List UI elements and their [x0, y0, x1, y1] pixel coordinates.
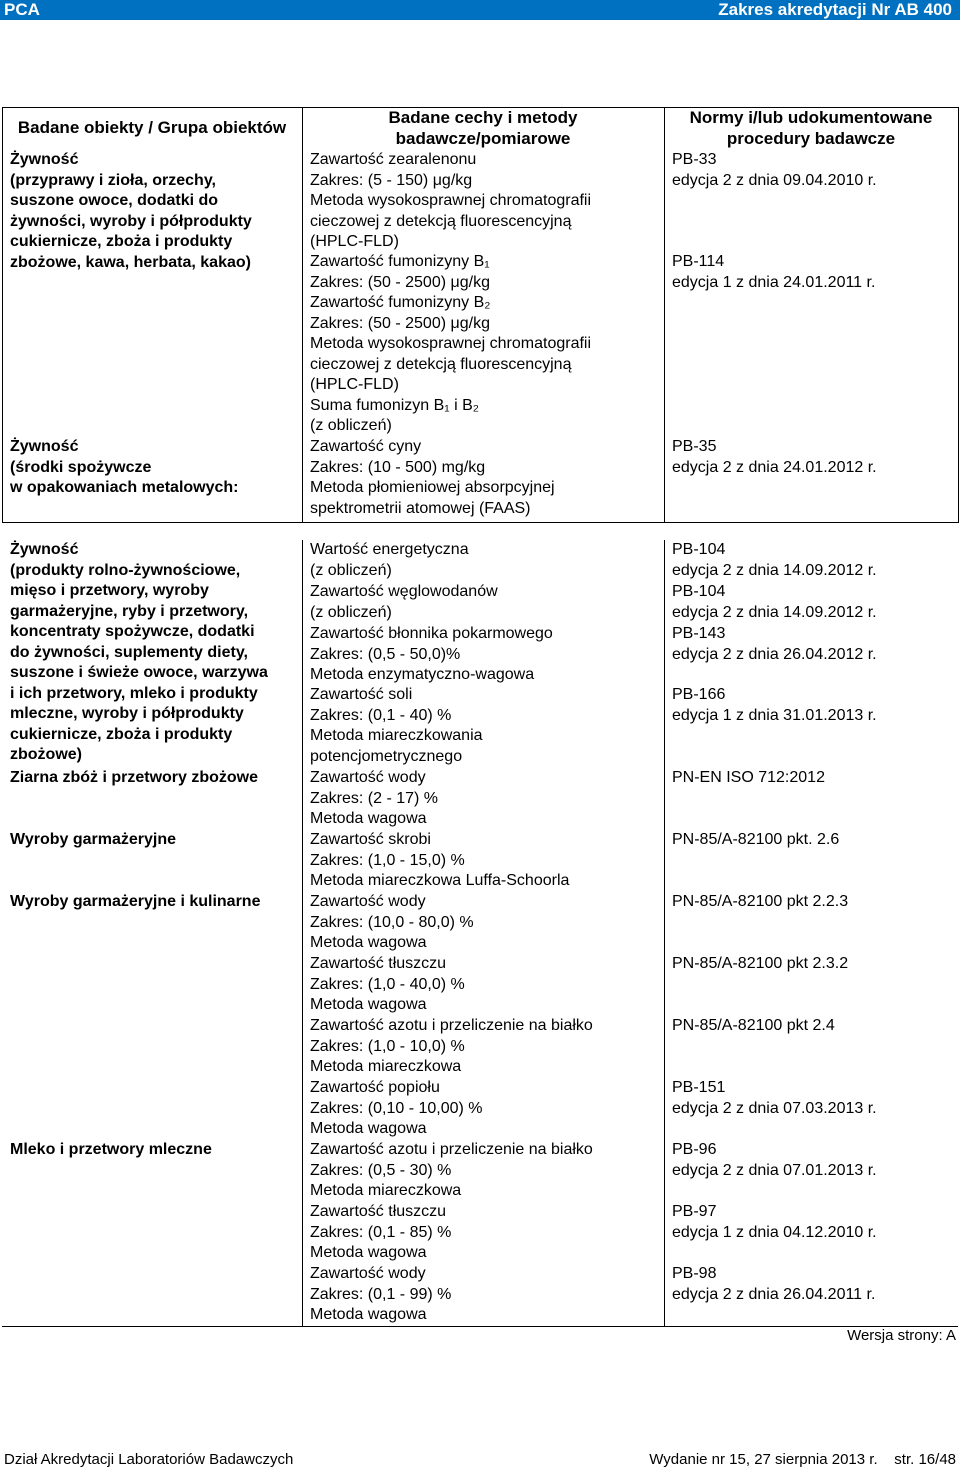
method-cell: Zawartość popiołu Zakres: (0,10 - 10,00) % Metoda wagowa — [310, 1079, 483, 1137]
norm-cell: PN-85/A-82100 pkt 2.4 — [672, 1017, 835, 1034]
norm-cell: PN-85/A-82100 pkt 2.3.2 — [672, 955, 849, 972]
norm-cell: PB-104 edycja 2 z dnia 14.09.2012 r. — [672, 583, 877, 621]
method-cell: Zawartość wody Zakres: (2 - 17) % Metoda wagowa — [310, 769, 439, 827]
method-cell: Zawartość błonnika pokarmowego Zakres: (0,5 - 50,0)% Metoda enzymatyczno-wagowa — [310, 625, 553, 683]
norm-cell: PB-114 edycja 1 z dnia 24.01.2011 r. — [672, 253, 876, 291]
footer-left: Dział Akredytacji Laboratoriów Badawczych — [4, 1451, 294, 1468]
page-header — [0, 0, 960, 20]
table-border — [664, 107, 665, 523]
method-cell: Zawartość węglowodanów (z obliczeń) — [310, 583, 498, 621]
object-group: Żywność (produkty rolno-żywnościowe, mięso i przetwory, wyroby garmażeryjne, ryby i przetwory, koncentraty spożywcze, dodatki do żywności, suplementy diety, suszone i świeże owoce, warzywa i ich przetwory, mleko i produkty mleczne, wyroby i półprodukty cukiernicze, zboża i produkty zbożowe) — [10, 541, 268, 763]
object-group: Ziarna zbóż i przetwory zbożowe — [10, 769, 259, 786]
norm-cell: PN-85/A-82100 pkt 2.2.3 — [672, 893, 849, 910]
method-cell: Zawartość wody Zakres: (0,1 - 99) % Metoda wagowa — [310, 1265, 452, 1323]
page-version: Wersja strony: A — [847, 1327, 956, 1344]
column-header-norms: Normy i/lub udokumentowane procedury badawcze — [689, 108, 933, 148]
object-group: Żywność (przyprawy i zioła, orzechy, suszone owoce, dodatki do żywności, wyroby i półprodukty cukiernicze, zboża i produkty zbożowe, kawa, herbata, kakao) — [10, 151, 252, 271]
column-header-methods: Badane cechy i metody badawcze/pomiarowe — [388, 108, 578, 148]
norm-cell: PB-143 edycja 2 z dnia 26.04.2012 r. — [672, 625, 877, 663]
method-cell: Zawartość soli Zakres: (0,1 - 40) % Metoda miareczkowania potencjometrycznego — [310, 686, 483, 765]
column-header-objects: Badane obiekty / Grupa obiektów — [17, 118, 287, 137]
norm-cell: PB-98 edycja 2 z dnia 26.04.2011 r. — [672, 1265, 876, 1303]
table-border — [302, 540, 303, 1326]
object-group: Wyroby garmażeryjne — [10, 831, 176, 848]
norm-cell: PB-96 edycja 2 z dnia 07.01.2013 r. — [672, 1141, 877, 1179]
method-cell: Wartość energetyczna (z obliczeń) — [310, 541, 469, 579]
norm-cell: PB-151 edycja 2 z dnia 07.03.2013 r. — [672, 1079, 877, 1117]
table-border — [2, 522, 958, 523]
method-cell: Zawartość wody Zakres: (10,0 - 80,0) % Metoda wagowa — [310, 893, 474, 951]
method-cell: Zawartość tłuszczu Zakres: (1,0 - 40,0) % Metoda wagowa — [310, 955, 465, 1013]
header-left: PCA — [4, 0, 40, 19]
object-group: Żywność (środki spożywcze w opakowaniach metalowych: — [10, 438, 239, 496]
method-cell: Zawartość azotu i przeliczenie na białko Zakres: (0,5 - 30) % Metoda miareczkowa — [310, 1141, 593, 1199]
norm-cell: PN-85/A-82100 pkt. 2.6 — [672, 831, 840, 848]
norm-cell: PN-EN ISO 712:2012 — [672, 769, 825, 786]
method-cell: Zawartość cyny Zakres: (10 - 500) mg/kg Metoda płomieniowej absorpcyjnej spektrometrii atomowej (FAAS) — [310, 438, 555, 517]
method-cell: Zawartość fumonizyny B₁ Zakres: (50 - 2500) μg/kg Zawartość fumonizyny B₂ Zakres: (50 - 2500) μg/kg Metoda wysokosprawnej chromatografii cieczowej z detekcją fluorescencyjną (HPLC-FLD) Suma fumonizyn B₁ i B₂ (z obliczeń) — [310, 253, 592, 434]
table-border — [958, 107, 959, 523]
object-group: Mleko i przetwory mleczne — [10, 1141, 212, 1158]
norm-cell: PB-35 edycja 2 z dnia 24.01.2012 r. — [672, 438, 877, 476]
table-border — [2, 107, 3, 523]
norm-cell: PB-97 edycja 1 z dnia 04.12.2010 r. — [672, 1203, 877, 1241]
method-cell: Zawartość azotu i przeliczenie na białko Zakres: (1,0 - 10,0) % Metoda miareczkowa — [310, 1017, 593, 1075]
method-cell: Zawartość skrobi Zakres: (1,0 - 15,0) % Metoda miareczkowa Luffa-Schoorla — [310, 831, 570, 889]
object-group: Wyroby garmażeryjne i kulinarne — [10, 893, 261, 910]
header-right: Zakres akredytacji Nr AB 400 — [718, 0, 952, 19]
table-border — [2, 1326, 958, 1327]
method-cell: Zawartość tłuszczu Zakres: (0,1 - 85) % Metoda wagowa — [310, 1203, 452, 1261]
table-border — [302, 107, 303, 523]
norm-cell: PB-104 edycja 2 z dnia 14.09.2012 r. — [672, 541, 877, 579]
table-border — [664, 540, 665, 1326]
norm-cell: PB-166 edycja 1 z dnia 31.01.2013 r. — [672, 686, 877, 724]
norm-cell: PB-33 edycja 2 z dnia 09.04.2010 r. — [672, 151, 877, 189]
footer-right: Wydanie nr 15, 27 sierpnia 2013 r. str. 16/48 — [649, 1451, 956, 1468]
method-cell: Zawartość zearalenonu Zakres: (5 - 150) μg/kg Metoda wysokosprawnej chromatografii cieczowej z detekcją fluorescencyjną (HPLC-FLD) — [310, 151, 592, 250]
page-footer — [4, 1451, 956, 1468]
